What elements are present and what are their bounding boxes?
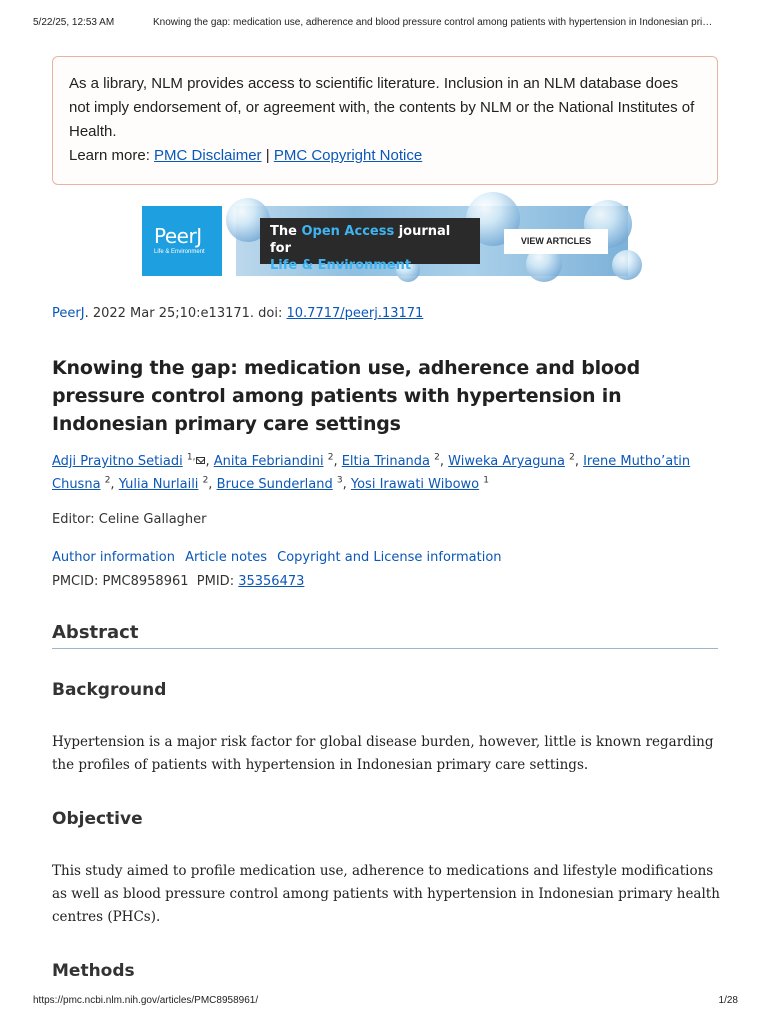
author-link[interactable]: Anita Febriandini [213,454,324,469]
author-affiliation: 2 [434,452,440,463]
pmid-label: PMID: [196,574,235,589]
editor-line: Editor: Celine Gallagher [52,512,207,527]
objective-heading: Objective [52,809,143,829]
citation-line [52,306,423,321]
tagline-accent: Open Access [301,224,395,239]
abstract-heading: Abstract [52,622,718,649]
objective-paragraph: This study aimed to profile medication use, adherence to medications and lifestyle modifications as well as blood pressure control among patients with hypertension in Indonesian primary health centres (PHCs). [52,863,720,925]
author-separator: , [574,454,584,469]
pmc-copyright-link[interactable]: PMC Copyright Notice [273,147,423,164]
view-articles-button[interactable]: VIEW ARTICLES [504,229,608,254]
author-affiliation: 2 [104,475,111,486]
tagline-accent: Life & Environment [270,258,412,273]
author-link[interactable]: Adji Prayitno Setiadi [52,454,183,469]
author-affiliation: 2 [327,452,334,463]
print-page-title: Knowing the gap: medication use, adherence and blood pressure control among patients with hypertension in Indonesian pri… [153,17,713,28]
author-affiliation: 1, [186,452,196,463]
peerj-ad-banner[interactable] [142,206,628,290]
author-link[interactable]: Irene Mutho’atin Chusna [52,454,691,492]
author-affiliation: 3 [336,475,343,486]
author-affiliation: 2 [569,452,575,463]
disclaimer-learn-more [69,144,701,168]
print-page-number: 1/28 [718,995,738,1006]
author-link[interactable]: Yulia Nurlaili [118,477,199,492]
copyright-license-link[interactable]: Copyright and License information [277,550,502,565]
article-info-links [52,550,508,565]
logo-peer: Peer [154,224,197,248]
banner-artwork [236,206,628,290]
author-link[interactable]: Bruce Sunderland [216,477,333,492]
pmcid: PMCID: PMC8958961 [52,574,189,589]
print-date: 5/22/25, 12:53 AM [33,17,115,28]
author-link[interactable]: Yosi Irawati Wibowo [350,477,480,492]
print-footer [33,995,738,1006]
tagline-text: The [270,224,302,239]
author-link[interactable]: Wiweka Aryaguna [448,454,565,469]
logo-subtitle: Life & Environment [154,249,205,255]
email-icon[interactable] [196,457,205,464]
author-separator: , [208,477,217,492]
methods-heading: Methods [52,961,135,981]
author-link[interactable]: Eltia Trinanda [341,454,430,469]
tagline-text: research [270,275,334,290]
journal-link[interactable]: PeerJ [52,306,85,321]
author-separator: , [333,454,342,469]
link-separator: | [265,147,270,164]
citation-details: . 2022 Mar 25;10:e13171. doi: [84,306,287,321]
disclaimer-text: As a library, NLM provides access to scientific literature. Inclusion in an NLM database does not imply endorsement of, or agreement with, the contents by NLM or the National Institutes of Health. [69,75,695,140]
background-heading: Background [52,680,167,700]
background-paragraph: Hypertension is a major risk factor for global disease burden, however, little is known regarding the profiles of patients with hypertension in Indonesian primary care settings. [52,734,714,773]
author-affiliation: 2 [202,475,209,486]
author-separator: , [110,477,119,492]
author-list [52,450,722,496]
tagline-text: journal for [270,224,451,256]
author-affiliation: 1 [483,475,490,486]
article-ids [52,574,304,589]
logo-j: J [196,224,202,248]
pmid-link[interactable]: 35356473 [238,574,305,589]
nlm-disclaimer-box [52,56,718,185]
bubble-decoration [612,250,642,280]
learn-more-label: Learn more: [69,147,150,164]
pmc-disclaimer-link[interactable]: PMC Disclaimer [154,147,262,164]
article-title: Knowing the gap: medication use, adherence and blood pressure control among patients with hypertension in Indonesian primary care settings [52,357,641,435]
article-notes-link[interactable]: Article notes [185,550,267,565]
author-separator: , [342,477,351,492]
author-separator: , [439,454,449,469]
print-url: https://pmc.ncbi.nlm.nih.gov/articles/PMC8958961/ [33,995,259,1006]
author-separator: , [205,454,214,469]
doi-link[interactable]: 10.7717/peerj.13171 [286,306,424,321]
print-header [33,17,738,28]
banner-tagline [260,218,480,290]
author-information-link[interactable]: Author information [52,550,175,565]
peerj-logo [142,206,222,276]
